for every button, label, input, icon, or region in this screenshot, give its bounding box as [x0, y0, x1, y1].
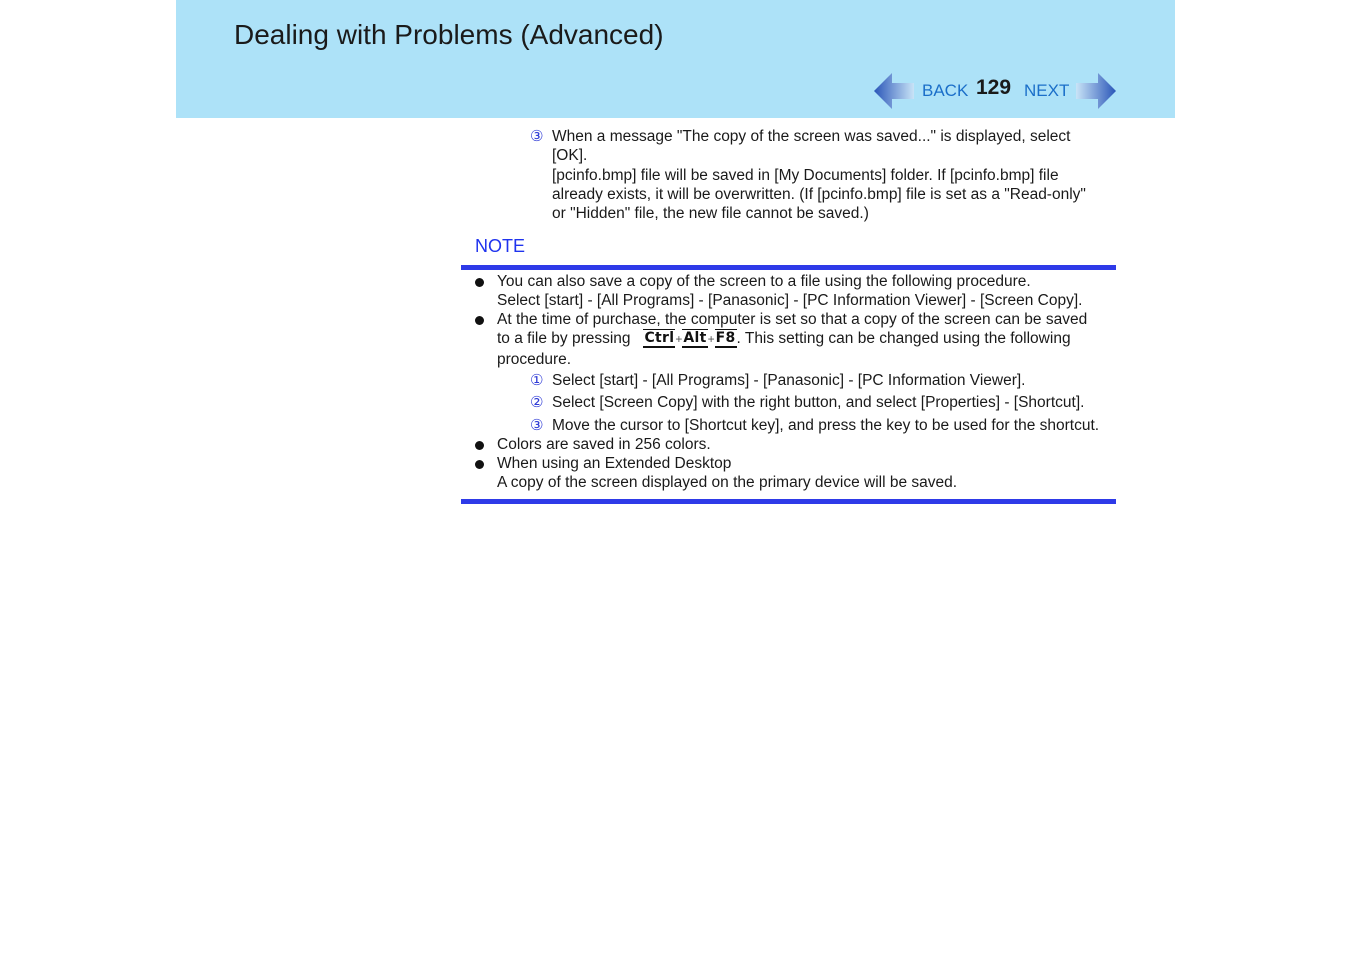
bullet-line-with-keys — [497, 329, 1087, 349]
step-text: Move the cursor to [Shortcut key], and press the key to be used for the shortcut. — [552, 417, 1100, 434]
step-text: Select [Screen Copy] with the right button, and select [Properties] - [Shortcut]. — [552, 394, 1085, 411]
step-number: ① — [530, 372, 544, 389]
bullet-line: A copy of the screen displayed on the primary device will be saved. — [497, 474, 958, 492]
page-title: Dealing with Problems (Advanced) — [234, 19, 664, 50]
step-text: Select [start] - [All Programs] - [Panasonic] - [PC Information Viewer]. — [552, 372, 1026, 389]
note-bottom-divider — [461, 499, 1116, 504]
ctrl-key-icon: Ctrl — [644, 330, 675, 347]
page-number: 129 — [976, 76, 1012, 99]
bullet-line: Select [start] - [All Programs] - [Panasonic] - [PC Information Viewer] - [Screen Copy]. — [497, 292, 1083, 310]
bullet-icon — [475, 316, 484, 325]
bullet-icon — [475, 278, 484, 287]
step-line: or "Hidden" file, the new file cannot be saved.) — [552, 205, 869, 223]
plus-sign: + — [675, 332, 683, 347]
back-link[interactable]: BACK — [922, 81, 969, 100]
f8-key-icon: F8 — [715, 330, 736, 347]
bullet-text: . This setting can be changed using the following — [736, 330, 1071, 348]
step-line: already exists, it will be overwritten. (If [pcinfo.bmp] file is set as a "Read-only" — [552, 185, 1086, 203]
bullet-icon — [475, 441, 484, 450]
bullet-line: When using an Extended Desktop — [497, 455, 732, 472]
step-body — [552, 127, 1086, 223]
step-number: ② — [530, 394, 544, 411]
bullet-line: At the time of purchase, the computer is set so that a copy of the screen can be saved — [497, 311, 1088, 328]
bullet-line: procedure. — [497, 350, 572, 368]
step-line: [OK]. — [552, 147, 588, 165]
plus-sign: + — [707, 332, 715, 347]
step-number: ③ — [530, 128, 544, 145]
next-link[interactable]: NEXT — [1024, 81, 1070, 100]
bullet-line: You can also save a copy of the screen to a file using the following procedure. — [497, 273, 1031, 290]
bullet-text: to a file by pressing — [497, 330, 631, 348]
step-number: ③ — [530, 417, 544, 434]
alt-key-icon: Alt — [683, 330, 707, 347]
note-heading: NOTE — [475, 236, 526, 256]
step-line: [pcinfo.bmp] file will be saved in [My Documents] folder. If [pcinfo.bmp] file — [552, 166, 1059, 184]
bullet-line: Colors are saved in 256 colors. — [497, 436, 711, 453]
bullet-icon — [475, 460, 484, 469]
note-top-divider — [461, 265, 1116, 270]
step-line: When a message "The copy of the screen was saved..." is displayed, select — [552, 128, 1071, 145]
